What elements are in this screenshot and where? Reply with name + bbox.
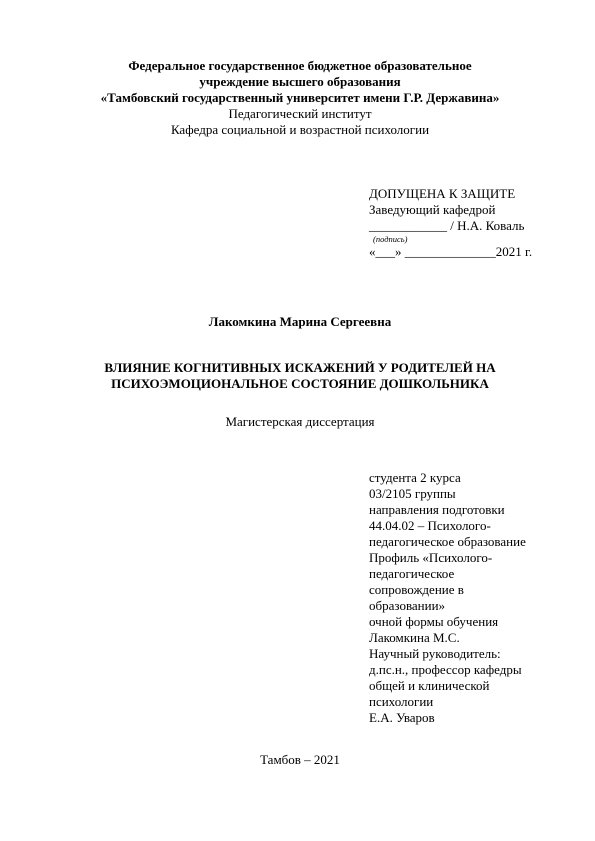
student-info-line: Е.А. Уваров — [369, 710, 435, 725]
signature-caption: (подпись) — [373, 234, 408, 244]
student-info-line: психологии — [369, 694, 434, 709]
student-info-line: общей и клинической — [369, 678, 490, 693]
work-type: Магистерская диссертация — [225, 414, 375, 429]
header-line-5: Кафедра социальной и возрастной психологии — [170, 122, 430, 137]
header-line-1: Федеральное государственное бюджетное образовательное — [128, 58, 472, 73]
header-line-2: учреждение высшего образования — [199, 74, 401, 89]
approval-block — [369, 186, 579, 260]
department-header — [40, 106, 560, 138]
signature-line: ____________ / Н.А. Коваль — [369, 218, 525, 233]
student-info-line: 03/2105 группы — [369, 486, 456, 501]
student-info-line: Лакомкина М.С. — [369, 630, 460, 645]
student-info-line: педагогическое образование — [369, 534, 526, 549]
thesis-title — [40, 360, 560, 392]
student-info-line: Научный руководитель: — [369, 646, 501, 661]
student-info — [369, 470, 579, 726]
student-info-line: д.пс.н., профессор кафедры — [369, 662, 522, 677]
approval-title: ДОПУЩЕНА К ЗАЩИТЕ — [369, 186, 516, 201]
student-info-line: студента 2 курса — [369, 470, 461, 485]
author-name: Лакомкина Марина Сергеевна — [208, 314, 392, 329]
approval-role: Заведующий кафедрой — [369, 202, 496, 217]
student-info-line: направления подготовки — [369, 502, 505, 517]
student-info-line: Профиль «Психолого- — [369, 550, 493, 565]
student-info-line: очной формы обучения — [369, 614, 499, 629]
city-year: Тамбов – 2021 — [260, 752, 340, 767]
student-info-line: педагогическое — [369, 566, 455, 581]
approval-date: «___» ______________2021 г. — [369, 244, 533, 259]
thesis-title-line-1: ВЛИЯНИЕ КОГНИТИВНЫХ ИСКАЖЕНИЙ У РОДИТЕЛЕЙ НА — [104, 360, 496, 375]
student-info-line: сопровождение в — [369, 582, 464, 597]
header-line-4: Педагогический институт — [228, 106, 372, 121]
institution-header — [40, 58, 560, 106]
header-line-3: «Тамбовский государственный университет имени Г.Р. Державина» — [100, 90, 500, 105]
student-info-line: 44.04.02 – Психолого- — [369, 518, 491, 533]
student-info-line: образовании» — [369, 598, 446, 613]
thesis-title-line-2: ПСИХОЭМОЦИОНАЛЬНОЕ СОСТОЯНИЕ ДОШКОЛЬНИКА — [111, 376, 489, 391]
